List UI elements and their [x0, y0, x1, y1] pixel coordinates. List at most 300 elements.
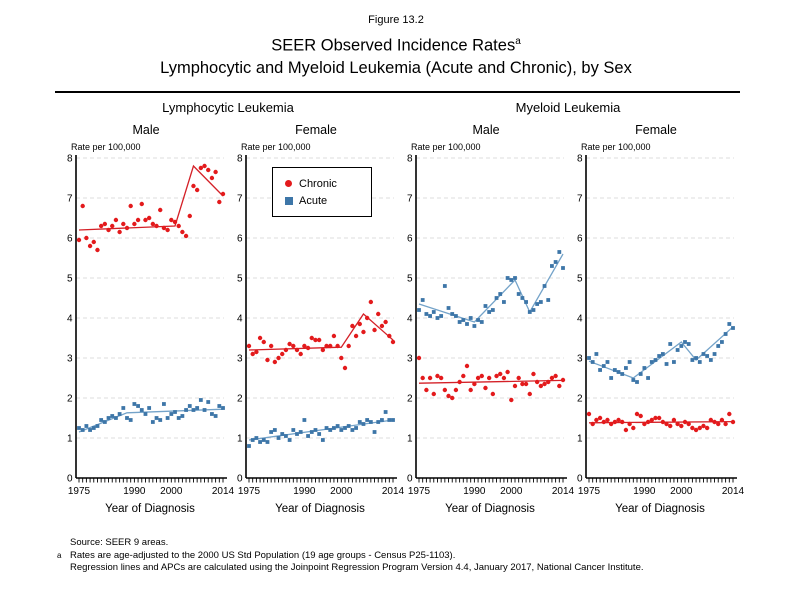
data-point-chronic [125, 226, 129, 230]
data-point-chronic [84, 236, 88, 240]
data-point-chronic [343, 366, 347, 370]
data-point-acute [354, 426, 358, 430]
data-point-chronic [165, 228, 169, 232]
data-point-acute [587, 356, 591, 360]
data-point-acute [162, 402, 166, 406]
data-point-chronic [210, 176, 214, 180]
y-tick-label: 7 [576, 193, 583, 205]
data-point-chronic [361, 330, 365, 334]
legend-item-chronic [285, 175, 371, 192]
data-point-acute [203, 408, 207, 412]
title-text: SEER Observed Incidence Rates [271, 36, 516, 55]
data-point-chronic [221, 192, 225, 196]
data-point-chronic [446, 394, 450, 398]
data-point-acute [151, 420, 155, 424]
data-point-acute [288, 438, 292, 442]
data-point-acute [687, 342, 691, 346]
data-point-chronic [443, 388, 447, 392]
data-point-chronic [720, 418, 724, 422]
data-point-acute [546, 298, 550, 302]
data-point-acute [709, 358, 713, 362]
x-axis-title: Year of Diagnosis [275, 503, 365, 515]
data-point-chronic [672, 418, 676, 422]
data-point-chronic [557, 384, 561, 388]
data-point-chronic [391, 340, 395, 344]
data-point-chronic [494, 374, 498, 378]
data-point-chronic [602, 420, 606, 424]
data-point-acute [280, 432, 284, 436]
data-point-chronic [509, 398, 513, 402]
data-point-acute [192, 408, 196, 412]
data-point-chronic [528, 392, 532, 396]
data-point-acute [284, 434, 288, 438]
data-point-acute [251, 438, 255, 442]
data-point-acute [169, 412, 173, 416]
figure-number: Figure 13.2 [368, 14, 424, 26]
data-point-chronic [117, 230, 121, 234]
data-point-acute [557, 250, 561, 254]
data-point-chronic [298, 352, 302, 356]
data-point-chronic [439, 376, 443, 380]
data-point-chronic [95, 248, 99, 252]
data-point-acute [606, 360, 610, 364]
data-point-acute [221, 406, 225, 410]
data-point-acute [99, 418, 103, 422]
data-point-acute [650, 360, 654, 364]
y-tick-label: 6 [406, 233, 413, 245]
data-point-chronic [513, 384, 517, 388]
data-point-chronic [516, 376, 520, 380]
data-point-chronic [505, 370, 509, 374]
data-point-chronic [173, 220, 177, 224]
data-point-acute [328, 428, 332, 432]
data-point-chronic [690, 426, 694, 430]
x-tick-label: 2000 [330, 486, 353, 497]
data-point-acute [417, 308, 421, 312]
data-point-chronic [716, 422, 720, 426]
data-point-acute [672, 360, 676, 364]
data-point-acute [343, 426, 347, 430]
data-point-acute [472, 324, 476, 328]
data-point-chronic [727, 412, 731, 416]
data-point-chronic [450, 396, 454, 400]
data-point-acute [365, 418, 369, 422]
data-point-acute [310, 430, 314, 434]
data-point-chronic [620, 420, 624, 424]
data-point-acute [631, 378, 635, 382]
data-point-chronic [457, 380, 461, 384]
data-point-acute [369, 420, 373, 424]
data-point-acute [713, 352, 717, 356]
data-point-chronic [502, 376, 506, 380]
x-tick-label: 1975 [237, 486, 261, 497]
data-point-chronic [383, 320, 387, 324]
data-point-chronic [616, 418, 620, 422]
data-point-acute [498, 292, 502, 296]
data-point-acute [125, 416, 129, 420]
data-point-acute [495, 296, 499, 300]
data-point-chronic [709, 418, 713, 422]
data-point-chronic [247, 344, 251, 348]
x-tick-label: 1975 [67, 486, 91, 497]
data-point-acute [195, 406, 199, 410]
data-point-acute [210, 412, 214, 416]
y-tick-label: 8 [236, 153, 243, 165]
x-tick-label: 1990 [463, 486, 486, 497]
data-point-acute [110, 414, 114, 418]
data-point-chronic [487, 376, 491, 380]
y-tick-label: 1 [576, 433, 583, 445]
data-point-chronic [638, 414, 642, 418]
x-tick-label: 1975 [577, 486, 601, 497]
data-point-acute [314, 428, 318, 432]
data-point-chronic [276, 356, 280, 360]
data-point-acute [325, 426, 329, 430]
chronic-circle-icon [285, 180, 292, 187]
data-point-acute [277, 436, 281, 440]
data-point-chronic [376, 312, 380, 316]
data-point-chronic [88, 244, 92, 248]
data-point-chronic [258, 336, 262, 340]
data-point-chronic [476, 376, 480, 380]
data-point-acute [77, 426, 81, 430]
y-tick-label: 2 [236, 393, 243, 405]
data-point-acute [421, 298, 425, 302]
data-point-chronic [217, 200, 221, 204]
y-tick-label: 4 [236, 313, 243, 325]
data-point-acute [458, 320, 462, 324]
data-point-acute [180, 414, 184, 418]
data-point-acute [635, 380, 639, 384]
data-point-acute [147, 406, 151, 410]
data-point-chronic [698, 426, 702, 430]
data-point-chronic [483, 386, 487, 390]
data-point-acute [524, 300, 528, 304]
footnote-regression: Regression lines and APCs are calculated using the Joinpoint Regression Program Version 4.4, January 2017, National Cancer Institute. [70, 562, 644, 573]
figure-title-line2: Lymphocytic and Myeloid Leukemia (Acute and Chronic), by Sex [160, 59, 632, 77]
data-point-chronic [598, 416, 602, 420]
data-point-chronic [646, 420, 650, 424]
data-point-chronic [561, 378, 565, 382]
data-point-acute [332, 426, 336, 430]
data-point-chronic [661, 420, 665, 424]
data-point-chronic [679, 424, 683, 428]
y-tick-label: 3 [406, 353, 413, 365]
data-point-chronic [287, 342, 291, 346]
y-tick-label: 7 [236, 193, 243, 205]
data-point-acute [532, 308, 536, 312]
data-point-chronic [524, 382, 528, 386]
y-tick-label: 0 [406, 473, 413, 485]
data-point-chronic [354, 334, 358, 338]
data-point-chronic [590, 422, 594, 426]
data-point-chronic [498, 372, 502, 376]
data-point-acute [642, 366, 646, 370]
data-point-acute [598, 368, 602, 372]
data-point-chronic [136, 218, 140, 222]
data-point-chronic [594, 418, 598, 422]
data-point-chronic [151, 222, 155, 226]
data-point-acute [539, 300, 543, 304]
data-point-acute [184, 408, 188, 412]
y-tick-label: 3 [66, 353, 73, 365]
data-point-acute [436, 316, 440, 320]
footnote-a: a Rates are age-adjusted to the 2000 US Std Population (19 age groups - Census P25-1103). [57, 549, 456, 561]
data-point-acute [380, 418, 384, 422]
y-axis-title: Rate per 100,000 [581, 142, 651, 152]
panel-plot-svg [568, 140, 744, 532]
data-point-chronic [587, 412, 591, 416]
data-point-acute [350, 428, 354, 432]
data-point-chronic [176, 224, 180, 228]
data-point-chronic [435, 374, 439, 378]
data-point-acute [362, 422, 366, 426]
data-point-chronic [531, 372, 535, 376]
data-point-acute [679, 344, 683, 348]
data-point-acute [121, 406, 125, 410]
data-point-chronic [480, 374, 484, 378]
data-point-chronic [731, 420, 735, 424]
data-point-acute [273, 428, 277, 432]
y-tick-label: 4 [576, 313, 583, 325]
data-point-chronic [254, 350, 258, 354]
data-point-chronic [262, 340, 266, 344]
legend [272, 167, 372, 217]
data-point-acute [376, 420, 380, 424]
data-point-acute [136, 404, 140, 408]
data-point-acute [447, 306, 451, 310]
legend-label-chronic: Chronic [299, 177, 337, 190]
x-tick-label: 2000 [160, 486, 183, 497]
data-point-acute [96, 424, 100, 428]
y-tick-label: 4 [66, 313, 73, 325]
data-point-chronic [191, 184, 195, 188]
data-point-acute [317, 432, 321, 436]
data-point-chronic [106, 228, 110, 232]
data-point-acute [269, 430, 273, 434]
data-point-chronic [539, 384, 543, 388]
data-point-acute [661, 352, 665, 356]
data-point-chronic [250, 352, 254, 356]
figure-title-line1 [0, 36, 792, 56]
data-point-chronic [110, 224, 114, 228]
data-point-acute [491, 308, 495, 312]
data-point-chronic [162, 226, 166, 230]
data-point-chronic [291, 344, 295, 348]
data-point-acute [698, 360, 702, 364]
data-point-chronic [424, 388, 428, 392]
group-header-lymphocytic: Lymphocytic Leukemia [162, 100, 294, 115]
x-axis-title: Year of Diagnosis [105, 503, 195, 515]
data-point-acute [336, 424, 340, 428]
y-tick-label: 3 [576, 353, 583, 365]
data-point-acute [81, 428, 85, 432]
data-point-acute [155, 416, 159, 420]
data-point-chronic [664, 422, 668, 426]
y-axis-title: Rate per 100,000 [241, 142, 311, 152]
y-tick-label: 2 [576, 393, 583, 405]
data-point-acute [594, 352, 598, 356]
y-tick-label: 0 [576, 473, 583, 485]
y-tick-label: 6 [66, 233, 73, 245]
data-point-chronic [199, 166, 203, 170]
data-point-chronic [642, 422, 646, 426]
data-point-acute [639, 372, 643, 376]
data-point-chronic [143, 218, 147, 222]
data-point-acute [720, 340, 724, 344]
data-point-chronic [273, 360, 277, 364]
data-point-acute [646, 376, 650, 380]
data-point-acute [188, 404, 192, 408]
x-axis-title: Year of Diagnosis [615, 503, 705, 515]
data-point-acute [484, 304, 488, 308]
data-point-acute [387, 418, 391, 422]
data-point-acute [509, 278, 513, 282]
panel-header-lymphocytic-male: Male [132, 123, 160, 137]
data-point-chronic [468, 388, 472, 392]
data-point-acute [443, 284, 447, 288]
data-point-acute [613, 368, 617, 372]
data-point-acute [513, 276, 517, 280]
x-tick-label: 2000 [670, 486, 693, 497]
trend-line-chronic [419, 380, 563, 383]
data-point-chronic [650, 418, 654, 422]
data-point-acute [258, 440, 262, 444]
data-point-acute [520, 296, 524, 300]
data-point-chronic [668, 424, 672, 428]
data-point-acute [609, 376, 613, 380]
data-point-chronic [723, 422, 727, 426]
data-point-chronic [114, 218, 118, 222]
data-point-acute [132, 402, 136, 406]
chart-lymphocytic-male [58, 140, 234, 532]
data-point-chronic [369, 300, 373, 304]
data-point-acute [561, 266, 565, 270]
data-point-chronic [631, 426, 635, 430]
data-point-chronic [350, 324, 354, 328]
y-tick-label: 5 [236, 273, 243, 285]
data-point-chronic [184, 234, 188, 238]
data-point-acute [217, 404, 221, 408]
data-point-acute [724, 332, 728, 336]
data-point-acute [347, 424, 351, 428]
title-footnote-marker: a [515, 36, 521, 47]
data-point-chronic [302, 344, 306, 348]
data-point-acute [454, 314, 458, 318]
data-point-chronic [265, 358, 269, 362]
data-point-chronic [454, 388, 458, 392]
data-point-chronic [92, 240, 96, 244]
data-point-acute [654, 358, 658, 362]
data-point-acute [535, 302, 539, 306]
data-point-acute [716, 344, 720, 348]
data-point-acute [384, 410, 388, 414]
y-tick-label: 0 [236, 473, 243, 485]
data-point-chronic [332, 334, 336, 338]
y-axis-title: Rate per 100,000 [411, 142, 481, 152]
data-point-acute [158, 418, 162, 422]
x-tick-label: 2014 [381, 486, 405, 497]
footnote-a-marker: a [57, 550, 62, 560]
data-point-chronic [180, 230, 184, 234]
panel-header-myeloid-male: Male [472, 123, 500, 137]
data-point-acute [291, 428, 295, 432]
data-point-acute [543, 284, 547, 288]
data-point-chronic [686, 422, 690, 426]
data-point-acute [206, 400, 210, 404]
data-point-chronic [605, 418, 609, 422]
x-tick-label: 2014 [551, 486, 575, 497]
data-point-acute [424, 312, 428, 316]
data-point-acute [727, 322, 731, 326]
data-point-acute [262, 438, 266, 442]
data-point-acute [92, 426, 96, 430]
data-point-acute [254, 436, 258, 440]
data-point-chronic [269, 344, 273, 348]
y-tick-label: 2 [66, 393, 73, 405]
y-tick-label: 3 [236, 353, 243, 365]
data-point-acute [461, 318, 465, 322]
data-point-acute [177, 416, 181, 420]
data-point-acute [676, 348, 680, 352]
data-point-chronic [683, 420, 687, 424]
data-point-acute [628, 360, 632, 364]
x-tick-label: 1975 [407, 486, 431, 497]
data-point-chronic [346, 344, 350, 348]
data-point-chronic [128, 204, 132, 208]
x-tick-label: 2014 [721, 486, 745, 497]
data-point-chronic [465, 364, 469, 368]
data-point-chronic [657, 416, 661, 420]
chart-myeloid-female [568, 140, 744, 532]
data-point-acute [480, 320, 484, 324]
data-point-chronic [132, 222, 136, 226]
data-point-acute [432, 310, 436, 314]
data-point-acute [690, 358, 694, 362]
data-point-acute [88, 428, 92, 432]
data-point-chronic [420, 376, 424, 380]
data-point-acute [617, 370, 621, 374]
y-tick-label: 1 [406, 433, 413, 445]
data-point-chronic [77, 238, 81, 242]
data-point-chronic [428, 376, 432, 380]
panel-plot-svg [58, 140, 234, 532]
title-divider-line [55, 91, 740, 93]
data-point-chronic [339, 356, 343, 360]
data-point-chronic [306, 346, 310, 350]
data-point-chronic [635, 412, 639, 416]
group-header-myeloid: Myeloid Leukemia [515, 100, 621, 115]
data-point-chronic [550, 376, 554, 380]
data-point-chronic [705, 426, 709, 430]
data-point-chronic [80, 204, 84, 208]
data-point-acute [665, 362, 669, 366]
data-point-acute [668, 342, 672, 346]
y-axis-title: Rate per 100,000 [71, 142, 141, 152]
data-point-chronic [158, 208, 162, 212]
data-point-chronic [103, 222, 107, 226]
acute-square-icon [285, 197, 293, 205]
y-tick-label: 8 [406, 153, 413, 165]
data-point-chronic [553, 374, 557, 378]
data-point-chronic [317, 338, 321, 342]
data-point-chronic [99, 224, 103, 228]
y-tick-label: 6 [576, 233, 583, 245]
data-point-acute [373, 430, 377, 434]
data-point-acute [84, 424, 88, 428]
data-point-acute [702, 352, 706, 356]
data-point-acute [450, 312, 454, 316]
